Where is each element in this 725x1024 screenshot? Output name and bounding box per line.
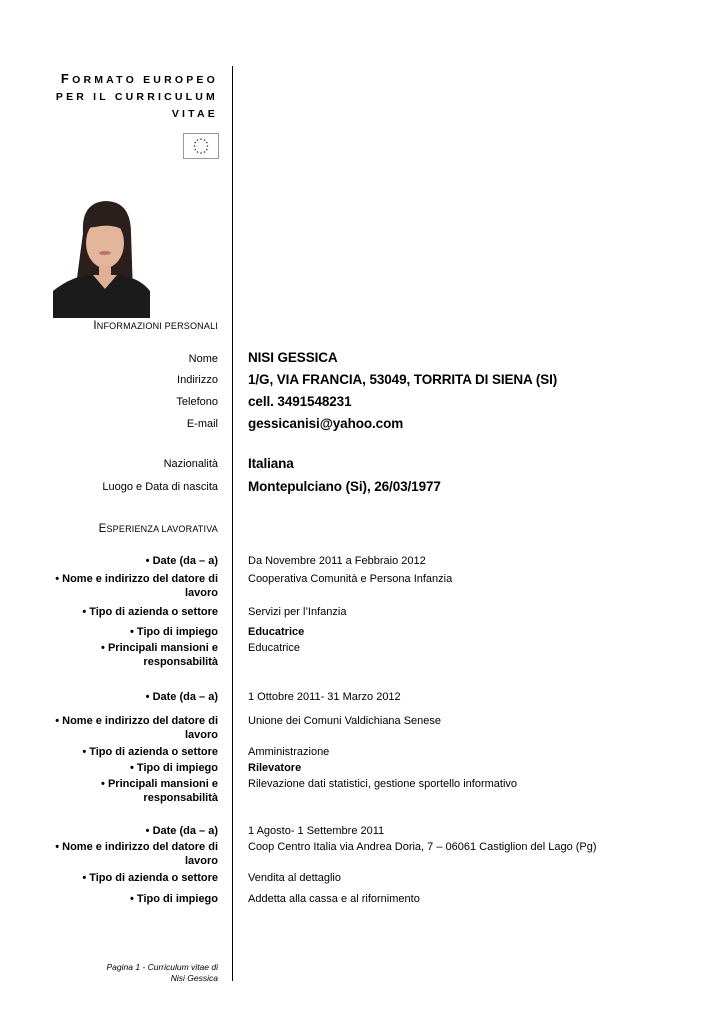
profile-photo bbox=[53, 183, 150, 318]
job-2-role: Rilevatore bbox=[248, 762, 302, 774]
label-employer: • Nome e indirizzo del datore di lavoro bbox=[55, 715, 218, 741]
label-sector: • Tipo di azienda o settore bbox=[82, 606, 218, 618]
value-nome: NISI GESSICA bbox=[248, 350, 338, 365]
title-line-2: PER IL CURRICULUM bbox=[55, 91, 218, 103]
job-2-duties: Rilevazione dati statistici, gestione sportello informativo bbox=[248, 778, 518, 790]
label-duties: • Principali mansioni e responsabilità bbox=[101, 778, 218, 804]
document-title bbox=[18, 70, 218, 123]
job-2-date: 1 Ottobre 2011- 31 Marzo 2012 bbox=[248, 691, 401, 703]
label-duties: • Principali mansioni e responsabilità bbox=[101, 642, 218, 668]
label-role: • Tipo di impiego bbox=[130, 762, 218, 774]
label-luogo-data-nascita: Luogo e Data di nascita bbox=[102, 481, 218, 493]
job-1-role: Educatrice bbox=[248, 626, 305, 638]
job-3-date: 1 Agosto- 1 Settembre 2011 bbox=[248, 825, 385, 837]
title-line-3: VITAE bbox=[171, 108, 218, 120]
label-sector: • Tipo di azienda o settore bbox=[82, 746, 218, 758]
label-nome: Nome bbox=[188, 353, 218, 365]
label-telefono: Telefono bbox=[176, 396, 218, 408]
title-line-1: ORMATO EUROPEO bbox=[72, 74, 218, 86]
value-telefono: cell. 3491548231 bbox=[248, 394, 352, 409]
job-3-employer: Coop Centro Italia via Andrea Doria, 7 – 06061 Castiglion del Lago (Pg) bbox=[248, 841, 597, 853]
job-1-sector: Servizi per l’Infanzia bbox=[248, 606, 347, 618]
label-sector: • Tipo di azienda o settore bbox=[82, 872, 218, 884]
job-1-employer: Cooperativa Comunità e Persona Infanzia bbox=[248, 573, 453, 585]
value-email[interactable]: gessicanisi@yahoo.com bbox=[248, 416, 404, 431]
label-date: • Date (da – a) bbox=[145, 555, 218, 567]
job-3-role: Addetta alla cassa e al rifornimento bbox=[248, 893, 420, 905]
label-employer: • Nome e indirizzo del datore di lavoro bbox=[55, 841, 218, 867]
label-date: • Date (da – a) bbox=[145, 825, 218, 837]
column-divider bbox=[232, 66, 233, 981]
title-initial: F bbox=[60, 71, 73, 86]
page-footer: Pagina 1 - Curriculum vitae di Nisi Gessica bbox=[106, 962, 218, 983]
job-2-sector: Amministrazione bbox=[248, 746, 330, 758]
section-personal-info: INFORMAZIONI PERSONALI bbox=[93, 320, 218, 332]
label-role: • Tipo di impiego bbox=[130, 893, 218, 905]
eu-flag-icon bbox=[183, 133, 219, 159]
label-nazionalita: Nazionalità bbox=[163, 458, 218, 470]
job-1-date: Da Novembre 2011 a Febbraio 2012 bbox=[248, 555, 426, 567]
label-email: E-mail bbox=[186, 418, 218, 430]
label-indirizzo: Indirizzo bbox=[177, 374, 218, 386]
label-date: • Date (da – a) bbox=[145, 691, 218, 703]
job-2-employer: Unione dei Comuni Valdichiana Senese bbox=[248, 715, 442, 727]
label-role: • Tipo di impiego bbox=[130, 626, 218, 638]
job-1-duties: Educatrice bbox=[248, 642, 300, 654]
value-nazionalita: Italiana bbox=[248, 456, 294, 471]
section-work-experience: ESPERIENZA LAVORATIVA bbox=[98, 523, 218, 535]
value-indirizzo: 1/G, VIA FRANCIA, 53049, TORRITA DI SIENA (SI) bbox=[248, 372, 558, 387]
job-3-sector: Vendita al dettaglio bbox=[248, 872, 341, 884]
label-employer: • Nome e indirizzo del datore di lavoro bbox=[55, 573, 218, 599]
value-luogo-data-nascita: Montepulciano (Si), 26/03/1977 bbox=[248, 479, 441, 494]
